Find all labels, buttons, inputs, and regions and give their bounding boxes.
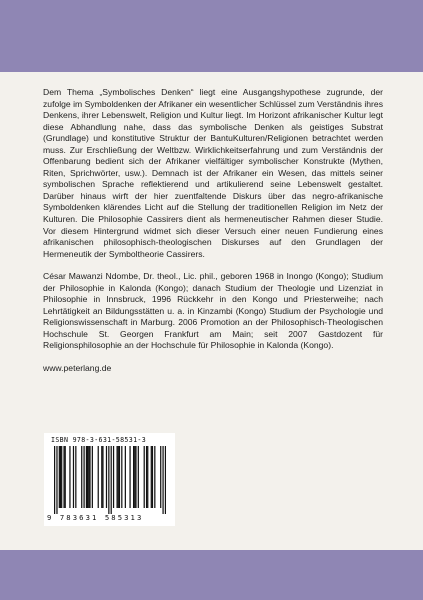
barcode-bar <box>81 446 82 508</box>
barcode-bar <box>118 446 119 508</box>
barcode-bar <box>69 446 70 508</box>
barcode-bar <box>147 446 148 508</box>
bottom-color-band <box>0 550 423 600</box>
barcode-bar <box>134 446 135 508</box>
barcode-bar <box>83 446 84 508</box>
barcode-bar <box>162 446 163 514</box>
barcode-bar <box>119 446 120 508</box>
barcode-bar <box>165 446 166 514</box>
barcode-bar <box>133 446 134 508</box>
barcode-bar <box>61 446 62 508</box>
barcode-bar <box>129 446 130 508</box>
barcode-bar <box>86 446 87 508</box>
barcode-bar <box>54 446 55 514</box>
barcode-bar <box>98 446 99 508</box>
barcode-bar <box>111 446 112 514</box>
isbn-label: ISBN 978-3-631-58531-3 <box>51 436 147 444</box>
barcode-bar <box>63 446 64 508</box>
barcode-bar <box>60 446 61 508</box>
barcode-bar <box>102 446 103 508</box>
barcode-bar <box>65 446 66 508</box>
barcode-bar <box>135 446 136 508</box>
barcode-bar <box>56 446 57 514</box>
barcode-block <box>44 433 175 526</box>
barcode-bar <box>88 446 89 508</box>
barcode-bar <box>121 446 122 508</box>
top-color-band <box>0 0 423 72</box>
barcode-bar <box>89 446 90 508</box>
barcode-bar <box>73 446 74 508</box>
barcode-bar <box>92 446 93 508</box>
ean13-barcode <box>54 446 166 514</box>
barcode-bar <box>113 446 114 508</box>
author-bio-paragraph: César Mawanzi Ndombe, Dr. theol., Lic. phil., geboren 1968 in Inongo (Kongo); Studium der Philosophie in Kalonda (Kongo); danach Studium der Theologie und Lizenziat in Philosophie in Innsbruck, 1996 Rückkehr in den Kongo und Priesterweihe; nach Lehrtätigkeit an Bildungsstätten u. a. in Kinzambi (Kongo) Studium der Psychologie und Religionswissenschaft in Marburg. 2006 Promotion an der Philosophisch-Theologischen Hochschule St. Georgen Frankfurt am Main; seit 2007 Gastdozent für Religionsphilosophie an der Hochschule für Philosophie in Kalonda (Kongo). <box>43 271 383 351</box>
barcode-bar <box>108 446 109 514</box>
barcode-bar <box>144 446 145 508</box>
barcode-bar <box>116 446 117 508</box>
barcode-bar <box>146 446 147 508</box>
barcode-bar <box>138 446 139 508</box>
barcode-bar <box>152 446 153 508</box>
blurb-paragraph: Dem Thema „Symbolisches Denken“ liegt eine Ausgangshypothese zugrunde, der zufolge im Symboldenken der Afrikaner ein wesentlicher Schlüssel zum Verständnis ihres Denkens, ihrer Lebenswelt, Religion und Kultur liegt. Im Horizont afrikanischer Kultur legt diese Abhandlung nahe, dass das symbolische Denken als geistiges Substrat (Grundlage) und konstitutive Struktur der BantuKulturen/Religionen betrachtet werden muss. Zur Erschließung der Weltbzw. Wirklichkeitserfahrung und zum Verständnis der Offenbarung bedient sich der Afrikaner vielfältiger symbolischer Konstrukte (Mythen, Riten, Sprichwörter, usw.). Demnach ist der Afrikaner ein Wesen, das mittels seiner symbolischen Sprache reflektierend und artikulierend seine Lebenswelt gestaltet. Darüber hinaus wirft der hier zuentfaltende Diskurs über das negro-afrikanische Symboldenken klärendes Licht auf die Stellung der traditionellen Religion im Netz der Kulturen. Die Philosophie Cassirers dient als hermeneutischer Rahmen dieser Studie. Vor diesem Hintergrund widmet sich dieser Versuch einer neuen Fundierung eines afrikanischen philosophisch-theologischen Diskurses auf den Grundlagen der Hermeneutik der Symboltheorie Cassirers. <box>43 87 383 259</box>
publisher-website[interactable]: www.peterlang.de <box>43 363 112 374</box>
barcode-bar <box>101 446 102 508</box>
barcode-bar <box>75 446 76 508</box>
ean-digits: 9 783631 585313 <box>47 513 144 522</box>
barcode-bar <box>59 446 60 508</box>
barcode-bar <box>125 446 126 508</box>
barcode-bar <box>106 446 107 508</box>
barcode-bar <box>154 446 155 508</box>
cover-text <box>43 87 383 375</box>
barcode-bar <box>151 446 152 508</box>
barcode-bar <box>160 446 161 508</box>
barcode-bar <box>87 446 88 508</box>
